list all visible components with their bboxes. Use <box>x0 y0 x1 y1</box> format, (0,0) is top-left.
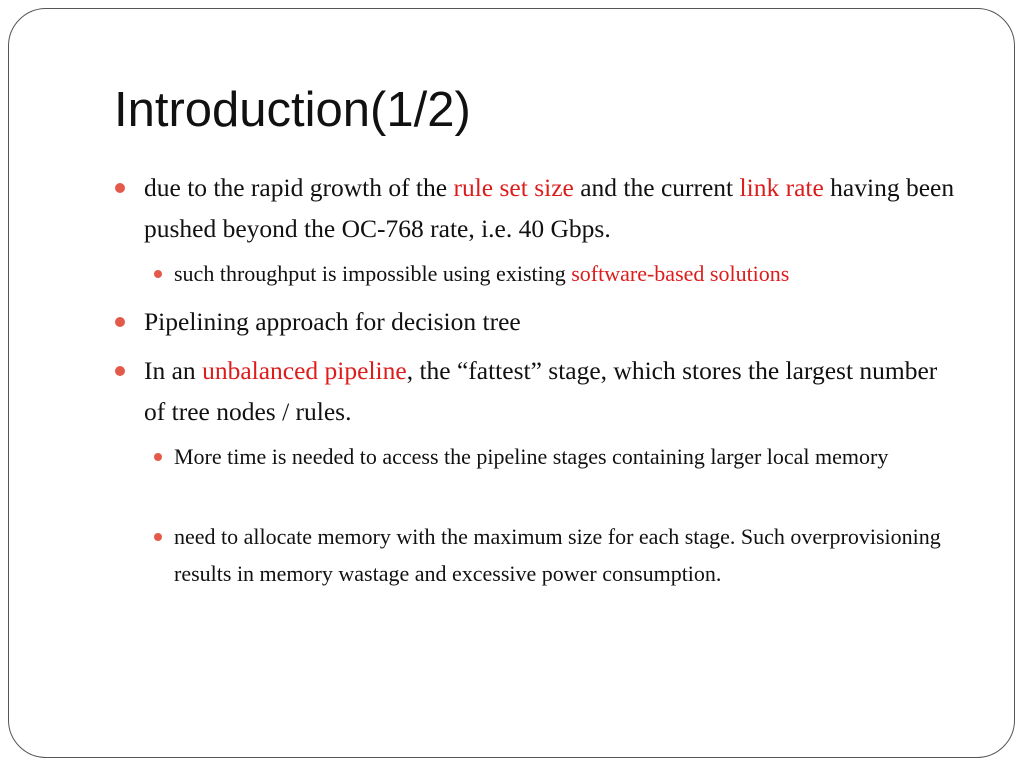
bullet-text: In an <box>144 356 203 385</box>
bullet-item <box>144 301 964 342</box>
bullet-text: More time is needed to access the pipeline stages containing larger local memory <box>174 444 889 469</box>
highlight-text: unbalanced pipeline <box>202 356 407 385</box>
sub-bullet-item <box>174 518 974 592</box>
slide-title: Introduction(1/2) <box>114 83 471 137</box>
highlight-text: rule set size <box>453 173 574 202</box>
sub-bullet-item <box>174 438 974 475</box>
bullet-text: due to the rapid growth of the <box>144 173 454 202</box>
highlight-text: software-based solutions <box>571 261 790 286</box>
bullet-dot-icon <box>154 453 162 461</box>
bullet-dot-icon <box>154 270 162 278</box>
bullet-text: having been pushed beyond the OC-768 rate, i.e. 40 Gbps. <box>144 173 955 243</box>
sub-bullet-item <box>174 255 974 292</box>
bullet-dot-icon <box>115 366 125 376</box>
bullet-text: , the “fattest” stage, which stores the largest number of tree nodes / rules. <box>144 356 938 426</box>
bullet-dot-icon <box>115 183 125 193</box>
bullet-item <box>144 167 964 249</box>
bullet-item <box>144 350 964 432</box>
bullet-text: Pipelining approach for decision tree <box>144 307 521 336</box>
highlight-text: link rate <box>739 173 824 202</box>
bullet-text: need to allocate memory with the maximum size for each stage. Such overprovisioning results in memory wastage and excessive power consumption. <box>174 524 947 586</box>
bullet-text: and the current <box>573 173 740 202</box>
bullet-dot-icon <box>154 533 162 541</box>
bullet-dot-icon <box>115 317 125 327</box>
bullet-text: such throughput is impossible using existing <box>174 261 572 286</box>
